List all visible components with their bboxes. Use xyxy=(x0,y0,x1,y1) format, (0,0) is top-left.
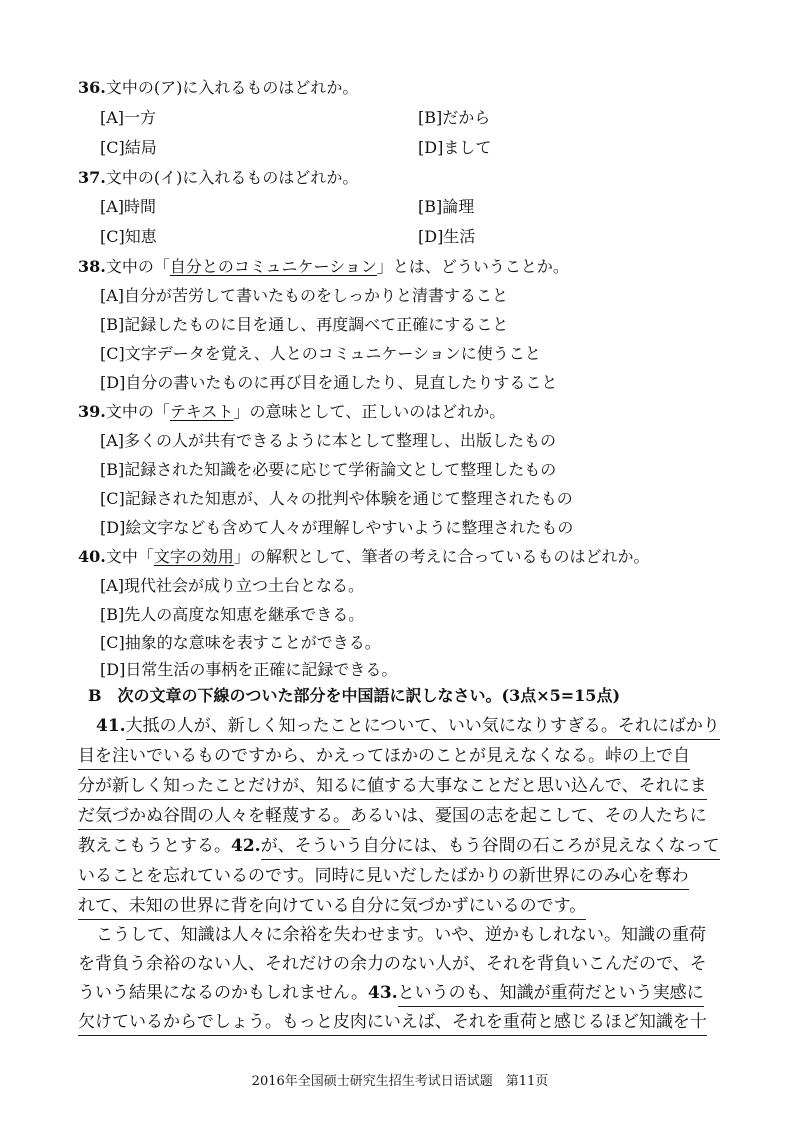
question-36 xyxy=(78,78,358,98)
option-label: [D] xyxy=(418,227,444,246)
passage-line-6 xyxy=(78,866,689,886)
underlined-text: 欠けているからでしょう。もっと皮肉にいえば、それを重荷と感じるほど知識を十 xyxy=(78,1012,707,1036)
question-stem: 文中の(ア)に入れるものはどれか。 xyxy=(105,78,359,97)
option-label: [C] xyxy=(100,344,125,363)
passage-line-2 xyxy=(78,746,690,766)
question-stem-underlined: テキスト xyxy=(169,402,234,421)
option-text: 一方 xyxy=(124,108,157,127)
underlined-text: が、そういう自分には、もう谷間の石ころが見えなくなって xyxy=(261,836,720,860)
question-stem-post: 」の意味として、正しいのはどれか。 xyxy=(233,402,506,421)
option-label: [C] xyxy=(100,633,125,652)
option-label: [D] xyxy=(100,660,126,679)
question-37 xyxy=(78,168,358,188)
option-text: 時間 xyxy=(124,197,157,216)
passage-line-7 xyxy=(78,896,586,916)
passage-p2-line-2 xyxy=(78,954,707,974)
option-37-d xyxy=(418,227,475,247)
plain-text: あるいは、憂国の志を起こして、その人たちに xyxy=(350,806,707,826)
plain-text: を背負う余裕のない人、それだけの余力のない人が、それを背負いこんだので、そ xyxy=(78,954,707,974)
question-stem-pre: 文中の「 xyxy=(105,402,170,421)
option-text: まして xyxy=(443,138,492,157)
underlined-text: 分が新しく知ったことだけが、知るに値する大事なことだと思い込んで、それにま xyxy=(78,776,707,800)
plain-text: こうして、知識は人々に余裕を失わせます。いや、逆かもしれない。知識の重荷 xyxy=(96,925,706,945)
option-39-b xyxy=(100,460,556,480)
option-40-a xyxy=(100,576,364,596)
question-number: 41. xyxy=(96,716,126,736)
option-text: 絵文字なども含めて人々が理解しやすいように整理されたもの xyxy=(125,518,574,537)
option-text: 現代社会が成り立つ土台となる。 xyxy=(124,576,365,595)
plain-text: 教えこもうとする。 xyxy=(78,836,231,856)
option-36-b xyxy=(418,108,490,128)
option-text: 多くの人が共有できるように本として整理し、出版したもの xyxy=(124,431,557,450)
passage-line-5 xyxy=(78,836,720,856)
question-39 xyxy=(78,402,505,422)
question-number: 37. xyxy=(78,168,106,187)
option-label: [B] xyxy=(100,315,125,334)
option-40-c xyxy=(100,633,381,653)
underlined-text: 大抵の人が、新しく知ったことについて、いい気になりすぎる。それにばかり xyxy=(126,716,720,740)
question-40 xyxy=(78,547,650,567)
option-40-d xyxy=(100,660,397,680)
underlined-text: 目を注いでいるものですから、かえってほかのことが見えなくなる。峠の上で自 xyxy=(78,746,690,770)
question-number: 43. xyxy=(368,983,398,1003)
option-label: [A] xyxy=(100,108,125,127)
option-text: 知恵 xyxy=(124,227,157,246)
question-number: 38. xyxy=(78,257,106,276)
option-label: [C] xyxy=(100,227,125,246)
option-label: [A] xyxy=(100,286,125,305)
option-label: [A] xyxy=(100,431,125,450)
option-38-d xyxy=(100,373,557,393)
underlined-text: というのも、知識が重荷だという実感に xyxy=(398,983,704,1007)
option-text: 先人の高度な知恵を継承できる。 xyxy=(124,605,365,624)
option-38-a xyxy=(100,286,508,306)
question-stem-pre: 文中「 xyxy=(105,547,154,566)
question-stem-underlined: 自分とのコミュニケーション xyxy=(169,257,377,276)
option-label: [B] xyxy=(418,108,443,127)
question-stem-underlined: 文字の効用 xyxy=(153,547,234,566)
option-label: [D] xyxy=(418,138,444,157)
option-38-b xyxy=(100,315,508,335)
option-36-a xyxy=(100,108,156,128)
underlined-text: いることを忘れているのです。同時に見いだしたばかりの新世界にのみ心を奪わ xyxy=(78,866,689,890)
option-36-d xyxy=(418,138,491,158)
option-label: [B] xyxy=(100,605,125,624)
option-text: 生活 xyxy=(443,227,476,246)
option-38-c xyxy=(100,344,541,364)
option-label: [C] xyxy=(100,138,125,157)
question-number: 39. xyxy=(78,402,106,421)
option-label: [B] xyxy=(100,460,125,479)
option-text: 結局 xyxy=(124,138,157,157)
option-36-c xyxy=(100,138,157,158)
option-label: [A] xyxy=(100,197,125,216)
option-37-a xyxy=(100,197,156,217)
passage-line-4 xyxy=(78,806,707,826)
passage-p2-line-3 xyxy=(78,983,704,1003)
option-text: 文字データを覚え、人とのコミュニケーションに使うこと xyxy=(124,344,541,363)
option-text: 自分の書いたものに再び目を通したり、見直したりすること xyxy=(125,373,558,392)
option-39-c xyxy=(100,489,573,509)
option-text: 記録された知識を必要に応じて学術論文として整理したもの xyxy=(124,460,557,479)
question-stem-post: 」とは、どういうことか。 xyxy=(376,257,569,276)
option-text: 抽象的な意味を表すことができる。 xyxy=(124,633,381,652)
option-label: [D] xyxy=(100,518,126,537)
passage-line-3 xyxy=(78,776,707,796)
question-stem-post: 」の解釈として、筆者の考えに合っているものはどれか。 xyxy=(233,547,650,566)
passage-p2-line-4 xyxy=(78,1012,707,1032)
option-37-b xyxy=(418,197,474,217)
option-39-a xyxy=(100,431,556,451)
page-footer: 2016年全国硕士研究生招生考试日语试题 第11页 xyxy=(251,1074,549,1089)
option-text: 記録したものに目を通し、再度調べて正確にすること xyxy=(124,315,509,334)
option-label: [B] xyxy=(418,197,443,216)
option-text: だから xyxy=(442,108,491,127)
passage-p2-line-1 xyxy=(96,925,706,945)
option-text: 記録された知恵が、人々の批判や体験を通じて整理されたもの xyxy=(124,489,573,508)
option-text: 論理 xyxy=(442,197,475,216)
option-text: 日常生活の事柄を正確に記録できる。 xyxy=(125,660,398,679)
option-37-c xyxy=(100,227,157,247)
option-39-d xyxy=(100,518,573,538)
option-label: [A] xyxy=(100,576,125,595)
question-38 xyxy=(78,257,569,277)
question-number: 42. xyxy=(231,836,261,856)
question-stem: 文中の(イ)に入れるものはどれか。 xyxy=(105,168,359,187)
question-number: 36. xyxy=(78,78,106,97)
passage-line-1 xyxy=(96,716,720,736)
underlined-text: だ気づかぬ谷間の人々を軽蔑する。 xyxy=(78,806,350,830)
option-label: [C] xyxy=(100,489,125,508)
question-stem-pre: 文中の「 xyxy=(105,257,170,276)
option-40-b xyxy=(100,605,364,625)
underlined-text: れて、未知の世界に背を向けている自分に気づかずにいるのです。 xyxy=(78,896,586,920)
option-text: 自分が苦労して書いたものをしっかりと清書すること xyxy=(124,286,509,305)
plain-text: ういう結果になるのかもしれません。 xyxy=(78,983,369,1003)
option-label: [D] xyxy=(100,373,126,392)
question-number: 40. xyxy=(78,547,106,566)
section-b-heading: B 次の文章の下線のついた部分を中国語に訳しなさい。(3点×5=15点) xyxy=(88,686,621,705)
